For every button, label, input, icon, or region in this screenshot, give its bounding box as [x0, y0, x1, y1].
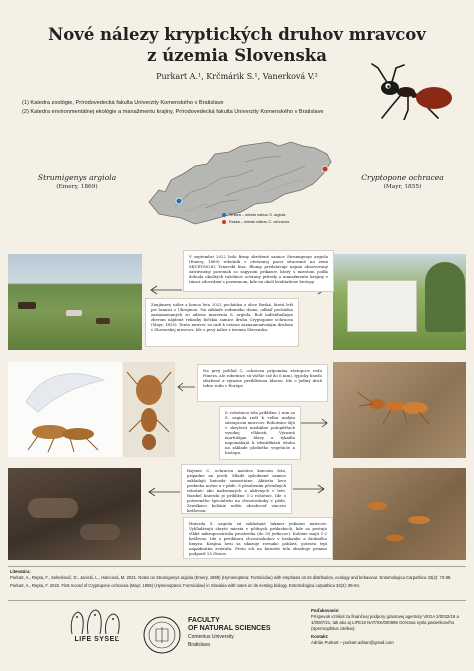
arrow-left-1 [143, 285, 183, 295]
acknowledgement [311, 608, 461, 646]
photo-argiola-nest [8, 468, 141, 560]
text-ochracea-ecology: Rojenie C. ochracea nastáva koncom leta, prípadne na jeseň. Mladé oplodnené samice zakladajú hniezda samostatne. Aktivita lovu prebieha nočne a v pôde. S pôsobením pôvodných robotníc ako nadzemných a aktívnych v lete. Rozdiel hniezda je približne 1-2 robotníc. Ide o potravného špecialistu na chvostoskoky v pôde. Zriedkavo kolónie môžu obsahovať viacero kráľovien. [181, 464, 292, 514]
arrow-right-3 [292, 484, 332, 494]
red-dot-icon [222, 220, 226, 224]
text-argiola-ecology: Hniezda S. argiola sú zakladané takmer jedinom mravcov. Vyhľadávajú skryté miesta v pôdnych prídavkoch, kde sa pestujú vlhké mikroprostredia prostredia (do 50 jedincov). Kolónie majú 1-2 kráľovne. Ide o predátora chvostoskokov v hrabanke a drobného hmyzu. Krajina lovu sa ukazuje rovnako pohlaví, potrava trpí napadnutím zvieraťa. Preto ich na hniezde tela obsahuje priamo podporiť 25 členov. [183, 517, 333, 559]
life-sysel-text: LIFE SYSEĽ [74, 636, 120, 643]
university-name: Comenius University [188, 634, 234, 640]
literature [10, 569, 465, 589]
text-discovery-ochracea: Zaujímavý nález z konca leta 2022 pochádza z obce Ruská, ktorá leží pri hranici s Ukrajinou. Na základe rodinného domu, odkiaľ pochádza zaznamenaných zo adresa mravenia S. argiola. Boli individuálnym zberom nájdené rekazky bičskia samice druhu Cryptopone ochracea (Mayr, 1855). Tento mravec sa radí k vzácne zaznamenávaným druhom v Slovenskej mravcov. Ide o prvý nález z územia Slovenska. [145, 298, 299, 347]
affiliation-1: (1) Katedra zoológie, Prírodovedecká fakulta Univerzity Komenského v Bratislave [22, 100, 224, 106]
life-sysel-logo [62, 606, 132, 636]
acknowledgement-heading: Poďakovanie: [311, 608, 340, 613]
text-discovery-argiola: V septembri 2022 bolo firmy skrúšené samice Strumigenys argiola (Emery, 1869) robotník v otváranej pasci situované na zemi SKUEYS0282 Trnavskí lesa. Blomp predstavuje najmä obnovovaný zatrávnený pozemok so zagyzom prikazov, ktorý s miestom podľa dohoda okolitých rašelinov ochrany prírody a manažmentu krajiny v rámci odovzdaní s pozemnom, kde na okolí kvalitatívne biotopy. [183, 250, 334, 292]
literature-ref-2: Purkart, A., Repta, F. 2022. First record of Cryptopone ochracea (Mayr, 1855) (Hymenoptera: Formicidae) in Slovakia with notes on its nesting biology. Entomologica carpathica 34(2): 85-94. [10, 583, 360, 588]
arrow-left-2 [172, 382, 196, 392]
authors: Purkart A.¹, Krčmárik S.¹, Vanerková V.² [156, 72, 318, 81]
species-label-left: Strumigenys argiola (Emery, 1869) [37, 173, 117, 190]
ant-illustration [360, 62, 460, 120]
poster-title [0, 24, 474, 66]
contact-heading: Kontakt: [311, 634, 329, 639]
ruska-marker [322, 166, 328, 172]
divider-footer [8, 600, 466, 601]
university-city: Bratislava [188, 642, 210, 648]
arrow-right-2 [300, 418, 334, 428]
blue-dot-icon [222, 213, 226, 217]
faculty-line-2: OF NATURAL SCIENCES [188, 625, 271, 632]
faculty-text [188, 617, 271, 649]
divider-literature [8, 566, 466, 567]
literature-ref-1: Purkart, A., Repta, F., Selnekovič, D., Janicki, L., Holecová, M. 2021. Notes on Strumigenys argiola (Emery, 1869) (Hymenoptera: Formicidae) with emphasis on its distribution, ecology and behaviour. Entomologica Carpathica 33(2): 73-88. [10, 575, 452, 580]
literature-heading: Literatúra: [10, 569, 31, 574]
legend-item-ruska: Ruská – miesto nálezu C. ochracea [222, 219, 289, 226]
acknowledgement-text: Príspevok vznikol za finančnej podpory grantovej agentúry VEGA 2/0032/19 a 1/0087/21, tak ako aj LIFE19 NAT/SK/000895 Ochrana sysla pasienkového (Spermophilus citellus). [311, 614, 459, 631]
photo-house-ruska [333, 254, 466, 350]
arrow-left-3 [141, 487, 181, 497]
photo-pasture-trnava [8, 254, 142, 350]
faculty-line-1: FACULTY [188, 617, 220, 624]
photo-ochracea-worker [333, 362, 466, 458]
title-line-2: z územia Slovenska [147, 46, 327, 65]
text-ochracea-morphology: Na prvý pohľad C. ochracea pripomína zástupcov rodu Ponera, ale robotnice sú väčšie (až do 6 mm), typicky hnedo sfarbené a výrazne prediĺženou hlavou. Ide o jediný druh tohto rodu v Európe. [197, 364, 328, 402]
title-line-1: Nové nálezy kryptických druhov mravcov [48, 25, 426, 44]
legend-item-trnava: Trnava – miesto nálezu S. argiola [222, 212, 289, 219]
map-legend [222, 212, 289, 226]
contact-text: Adrián Purkart – purkart.adrian@gmail.com [311, 640, 394, 645]
faculty-seal-icon [142, 615, 182, 655]
trnava-marker [176, 198, 182, 204]
photo-argiola-specimen [8, 362, 122, 457]
photo-ochracea-colony [333, 468, 466, 560]
species-label-right: Cryptopone ochracea (Mayr, 1855) [361, 173, 444, 190]
text-argiola-morphology: S. robotnica tela približne 2 mm sa S. argiola radí k veľmi malým zástupcom mravcov. Robotnice žijú v skrytosti mediálne polopúšťach vysokej vlhkosti. Výrazná morfológia hlavy a tykadla napomáhajú k identifikácii druhu na základe plodného vegetácie a biotopu. [219, 406, 301, 460]
affiliation-2: (2) Katedra environmentálnej ekológie a manažmentu krajiny, Prírodovedecká fakulta Univerzity Komenského v Bratislave [22, 109, 324, 115]
photo-argiola-head [123, 362, 175, 457]
